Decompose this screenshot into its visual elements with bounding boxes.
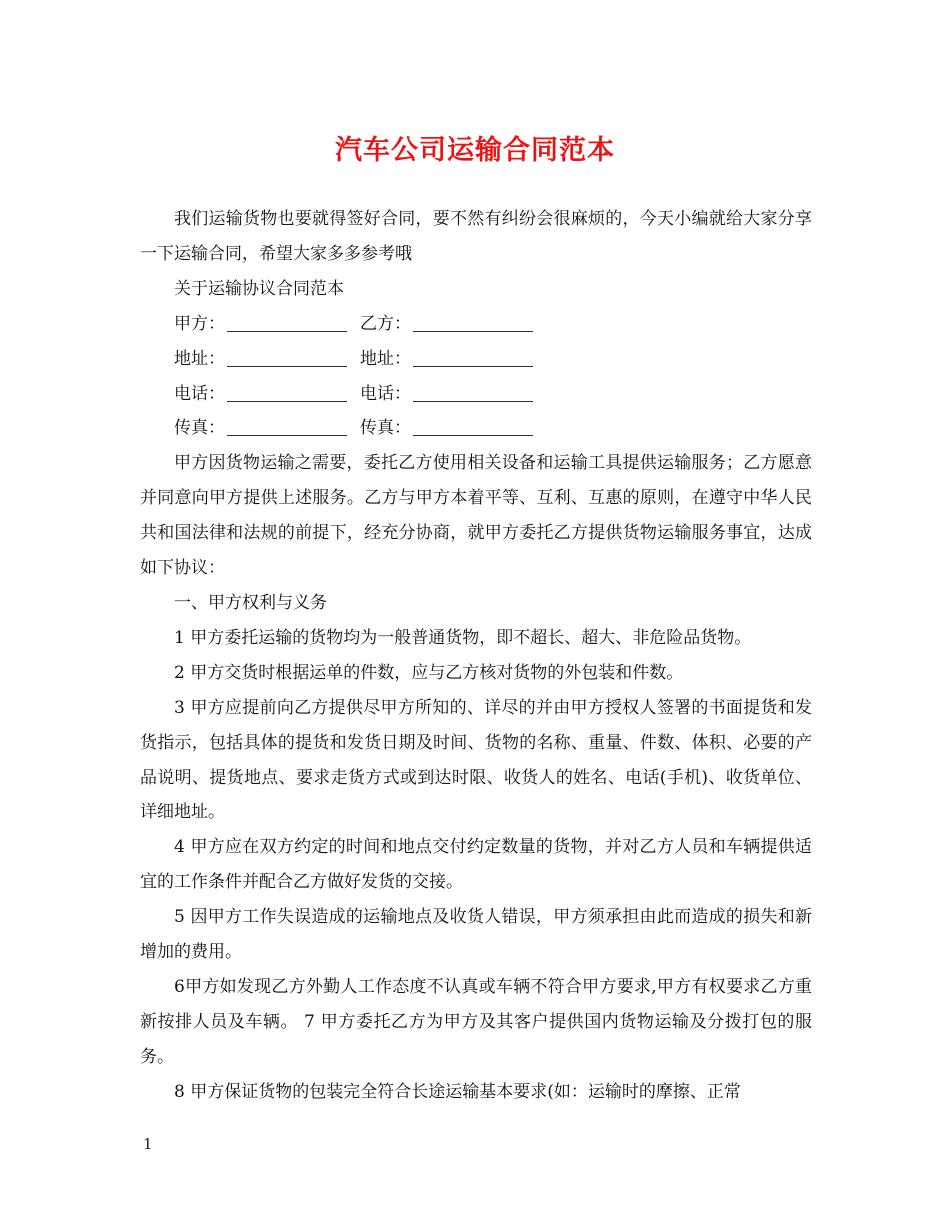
- clause-paragraph: 1 甲方委托运输的货物均为一般普通货物，即不超长、超大、非危险品货物。: [174, 627, 752, 648]
- fax-a-field: [174, 411, 360, 446]
- clause-paragraph: 6甲方如发现乙方外勤人工作态度不认真或车辆不符合甲方要求,甲方有权要求乙方重新按排人员及车辆。 7 甲方委托乙方为甲方及其客户提供国内货物运输及分拨打包的服务。: [140, 976, 812, 1067]
- intro-paragraph: 我们运输货物也要就得签好合同，要不然有纠纷会很麻烦的，今天小编就给大家分享一下运输合同，希望大家多多参考哦: [140, 209, 812, 264]
- blank-line: [413, 377, 533, 402]
- phone-b-field: [360, 377, 546, 412]
- document-title: 汽车公司运输合同范本: [335, 135, 615, 166]
- blank-line: [413, 411, 533, 436]
- field-label: 地址：: [360, 348, 411, 369]
- blank-line: [413, 342, 533, 367]
- clause-paragraph: 5 因甲方工作失误造成的运输地点及收货人错误，甲方须承担由此而造成的损失和新增加的费用。: [140, 907, 812, 963]
- document-body: [140, 202, 812, 1110]
- field-label: 电话：: [174, 383, 225, 404]
- field-label: 电话：: [360, 383, 411, 404]
- page-number: 1: [143, 1135, 153, 1153]
- clause-paragraph: 2 甲方交货时根据运单的件数，应与乙方核对货物的外包装和件数。: [174, 662, 684, 683]
- section-heading: 一、甲方权利与义务: [174, 592, 327, 613]
- clause-paragraph: 8 甲方保证货物的包装完全符合长途运输基本要求(如：运输时的摩擦、正常: [174, 1081, 741, 1102]
- field-label: 传真：: [360, 418, 411, 439]
- party-b-field: [360, 307, 546, 342]
- fax-b-field: [360, 411, 546, 446]
- phone-a-field: [174, 377, 360, 412]
- blank-line: [227, 342, 347, 367]
- address-b-field: [360, 342, 546, 377]
- blank-line: [413, 307, 533, 332]
- field-label: 甲方：: [174, 313, 225, 334]
- party-row-1: [140, 307, 812, 342]
- party-row-2: [140, 342, 812, 377]
- blank-line: [227, 377, 347, 402]
- address-a-field: [174, 342, 360, 377]
- party-row-3: [140, 377, 812, 412]
- blank-line: [227, 307, 347, 332]
- subtitle-paragraph: 关于运输协议合同范本: [174, 278, 344, 299]
- clause-paragraph: 3 甲方应提前向乙方提供尽甲方所知的、详尽的并由甲方授权人签署的书面提货和发货指示，包括具体的提货和发货日期及时间、货物的名称、重量、件数、体积、必要的产品说明、提货地点、要求走货方式或到达时限、收货人的姓名、电话(手机)、收货单位、详细地址。: [140, 697, 812, 823]
- field-label: 地址：: [174, 348, 225, 369]
- party-row-4: [140, 411, 812, 446]
- clause-paragraph: 4 甲方应在双方约定的时间和地点交付约定数量的货物，并对乙方人员和车辆提供适宜的工作条件并配合乙方做好发货的交接。: [140, 837, 812, 893]
- party-a-field: [174, 307, 360, 342]
- blank-line: [227, 411, 347, 436]
- preamble-paragraph: 甲方因货物运输之需要，委托乙方使用相关设备和运输工具提供运输服务；乙方愿意并同意向甲方提供上述服务。乙方与甲方本着平等、互利、互惠的原则，在遵守中华人民共和国法律和法规的前提下，经充分协商，就甲方委托乙方提供货物运输服务事宜，达成如下协议：: [140, 453, 812, 579]
- field-label: 传真：: [174, 418, 225, 439]
- field-label: 乙方：: [360, 313, 411, 334]
